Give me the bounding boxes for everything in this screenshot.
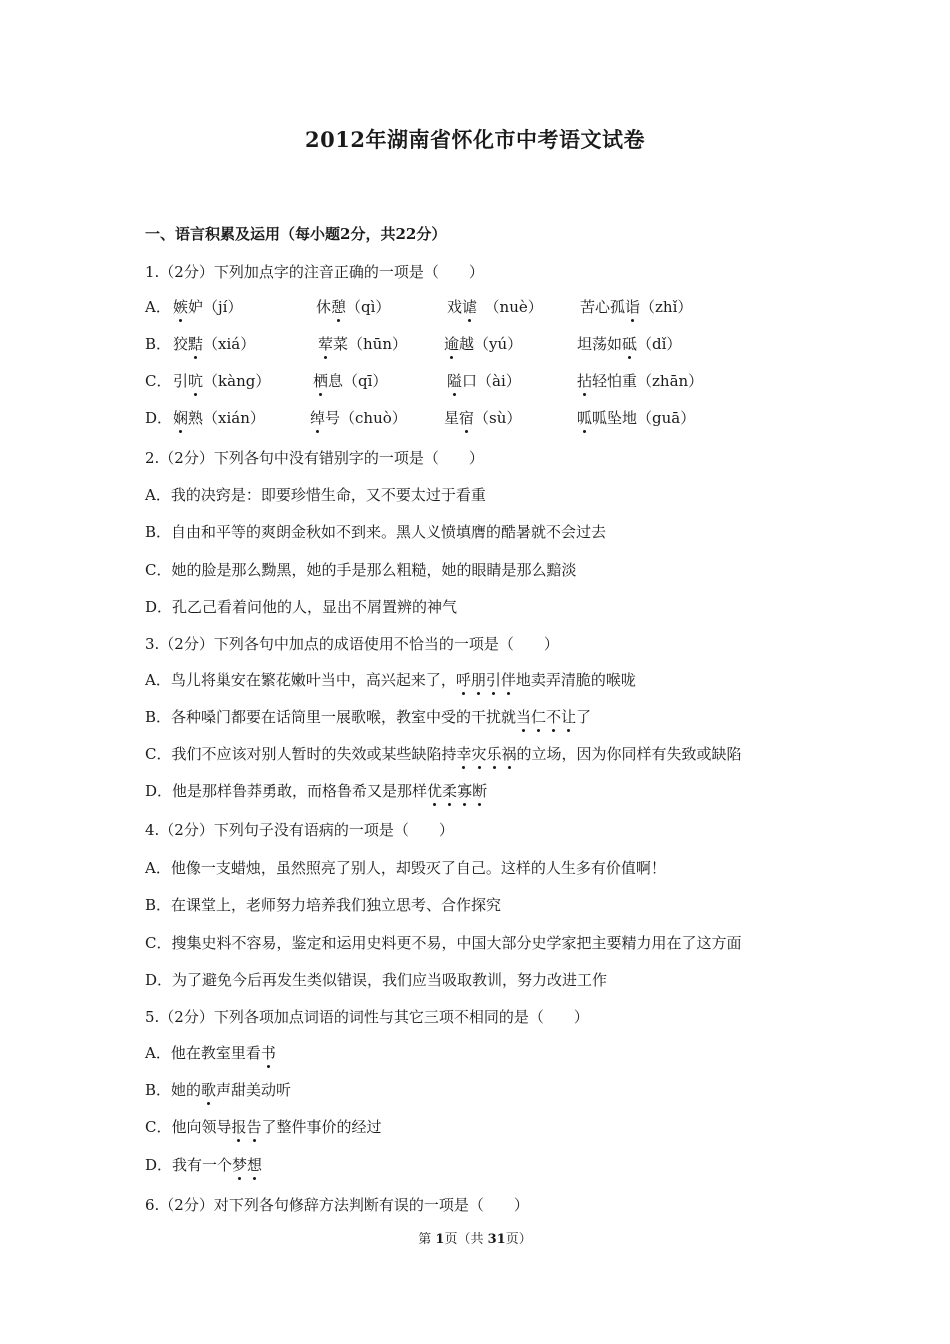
question-2-option-b: B．自由和平等的爽朗金秋如不到来。黑人义愤填膺的酷暑就不会过去: [145, 523, 607, 541]
text-segment: 了: [576, 708, 592, 726]
text-segment: 妒（jí）: [188, 298, 243, 316]
emphasized-char: 梦: [232, 1156, 248, 1174]
question-3-option-c: [145, 744, 742, 764]
text-segment: D．他是那样鲁莽勇敢，而格鲁希又是那样: [145, 782, 428, 800]
text-segment: 了整件事价的经过: [261, 1118, 382, 1136]
option-b-choice-1: [173, 334, 255, 354]
question-5-option-c: [145, 1117, 382, 1137]
emphasized-char: 逾: [444, 335, 460, 353]
emphasized-char: 荤: [318, 335, 334, 353]
emphasized-char: 娴: [173, 409, 189, 427]
page-number: 1: [435, 1232, 445, 1247]
question-4-option-b: B．在课堂上，老师努力培养我们独立思考、合作探究: [145, 896, 502, 914]
question-2-option-a: A．我的决窍是：即要珍惜生命，又不要太过于看重: [145, 486, 486, 504]
text-segment: 的立场，因为你同样有失致或缺陷: [516, 745, 742, 763]
emphasized-char: 拈: [577, 372, 593, 390]
text-segment: 狡: [173, 335, 189, 353]
emphasized-char: 朋: [470, 671, 486, 689]
text-segment: 口（ài）: [462, 372, 521, 390]
emphasized-char: 乐: [486, 745, 502, 763]
emphasized-char: 祸: [501, 745, 517, 763]
emphasized-char: 幸: [456, 745, 472, 763]
option-d-choice-4: [577, 408, 695, 428]
question-3-stem: 3.（2分）下列各句中加点的成语使用不恰当的一项是（ ）: [145, 635, 559, 653]
question-5-stem: 5.（2分）下列各项加点词语的词性与其它三项不相同的是（ ）: [145, 1008, 589, 1026]
total-pages: 31: [487, 1232, 506, 1247]
emphasized-char: 书: [260, 1044, 276, 1062]
text-segment: 苦心孤: [580, 298, 626, 316]
emphasized-char: 憩: [331, 298, 347, 316]
emphasized-char: 砥: [622, 335, 638, 353]
text-segment: 菜（hūn）: [333, 335, 407, 353]
option-a-choice-3: [447, 297, 543, 317]
section-heading: 一、语言积累及运用（每小题2分，共22分）: [145, 225, 447, 243]
emphasized-char: 隘: [447, 372, 463, 390]
emphasized-char: 告: [246, 1118, 262, 1136]
emphasized-char: 不: [546, 708, 562, 726]
text-segment: A．他在教室里看: [145, 1044, 261, 1062]
question-4-option-a: A．他像一支蜡烛，虽然照亮了别人，却毁灭了自己。这样的人生多有价值啊！: [145, 859, 666, 877]
text-segment: （nuè）: [477, 298, 543, 316]
text-segment: 戏: [447, 298, 463, 316]
emphasized-char: 呼: [455, 671, 471, 689]
emphasized-char: 引: [485, 671, 501, 689]
page-footer: 第 1页（共 31页）: [418, 1232, 532, 1247]
question-5-option-d: [145, 1155, 262, 1175]
emphasized-char: 仁: [531, 708, 547, 726]
question-3-option-a: [145, 670, 636, 690]
page-title: 2012年湖南省怀化市中考语文试卷: [305, 127, 645, 152]
exam-page: 2012年湖南省怀化市中考语文试卷 一、语言积累及运用（每小题2分，共22分） 1.（2分）下列加点字的注音正确的一项是（ ） A． 嫉妒（jí） 休憩（qì） 戏谑 （nuè） 苦心孤诣（zhǐ） B． 狡黠（xiá） 荤菜（hūn） 逾越（yú） 坦荡如砥（dǐ） C． 引吭（kàng） 栖息（qī） 隘口（ài） 拈轻怕重（zhān） D． 娴熟（xián） 绰号（chuò） 星宿（sù） 呱呱坠地（guā） 2.（2分）下列各句中没有错别字的一项是（ ） A．我的决窍是：即要珍惜生命，又不要太过于看重 B．自由和平等的爽朗金秋如不到来。黑人义愤填膺的酷暑就不会过去 C．她的脸是那么黝黑，她的手是那么粗糙，她的眼睛是那么黯淡 D．孔乙己看着问他的人，显出不屑置辨的神气 3.（2分）下列各句中加点的成语使用不恰当的一项是（ ） A．鸟儿将巢安在繁花嫩叶当中，高兴起来了，呼朋引伴地卖弄清脆的喉咙 B．各种嗓门都要在话筒里一展歌喉，教室中受的干扰就当仁不让了 C．我们不应该对别人暂时的失效或某些缺陷持幸灾乐祸的立场，因为你同样有失致或缺陷 D．他是那样鲁莽勇敢，而格鲁希又是那样优柔寡断 4.（2分）下列句子没有语病的一项是（ ） A．他像一支蜡烛，虽然照亮了别人，却毁灭了自己。这样的人生多有价值啊！ B．在课堂上，老师努力培养我们独立思考、合作探究 C．搜集史料不容易，鉴定和运用史料更不易，中国大部分史学家把主要精力用在了这方面 D．为了避免今后再发生类似错误，我们应当吸取教训，努力改进工作 5.（2分）下列各项加点词语的词性与其它三项不相同的是（ ） A．他在教室里看书 B．她的歌声甜美动听 C．他向领导报告了整件事价的经过 D．我有一个梦想 6.（2分）对下列各句修辞方法判断有误的一项是（ ） 第 1页（共 31页）: [0, 0, 950, 1344]
text-segment: 地卖弄清脆的喉咙: [515, 671, 636, 689]
text-segment: （xiá）: [203, 335, 256, 353]
option-a-choice-2: [316, 297, 390, 317]
emphasized-char: 优: [427, 782, 443, 800]
text-segment: B．各种嗓门都要在话筒里一展歌喉，教室中受的干扰就: [145, 708, 517, 726]
text-segment: 轻怕重（zhān）: [592, 372, 704, 390]
emphasized-char: 寡: [457, 782, 473, 800]
text-segment: 熟（xián）: [188, 409, 265, 427]
text-segment: D．我有一个: [145, 1156, 233, 1174]
question-5-option-a: [145, 1043, 276, 1063]
question-2-option-c: C．她的脸是那么黝黑，她的手是那么粗糙，她的眼睛是那么黯淡: [145, 561, 577, 579]
text-segment: （zhǐ）: [640, 298, 693, 316]
question-2-option-d: D．孔乙己看着问他的人，显出不屑置辨的神气: [145, 598, 458, 616]
option-d-choice-3: [444, 408, 521, 428]
question-3-option-d: [145, 781, 487, 801]
option-b-choice-3: [444, 334, 522, 354]
text-segment: 息（qī）: [328, 372, 388, 390]
emphasized-char: 报: [231, 1118, 247, 1136]
question-2-stem: 2.（2分）下列各句中没有错别字的一项是（ ）: [145, 449, 484, 467]
emphasized-char: 呱: [577, 409, 593, 427]
text-segment: B．她的: [145, 1081, 202, 1099]
option-c-choice-4: [577, 371, 703, 391]
question-4-option-c: C．搜集史料不容易，鉴定和运用史料更不易，中国大部分史学家把主要精力用在了这方面: [145, 934, 742, 952]
emphasized-char: 断: [472, 782, 488, 800]
text-segment: 号（chuò）: [325, 409, 407, 427]
option-d-choice-1: [173, 408, 265, 428]
emphasized-char: 谑: [462, 298, 478, 316]
text-segment: （dǐ）: [637, 335, 682, 353]
option-c-choice-1: [173, 371, 270, 391]
text-segment: （sù）: [474, 409, 522, 427]
question-3-option-b: [145, 707, 591, 727]
emphasized-char: 黠: [188, 335, 204, 353]
question-5-option-b: [145, 1080, 291, 1100]
option-c-choice-2: [313, 371, 387, 391]
emphasized-char: 伴: [500, 671, 516, 689]
text-segment: 引: [173, 372, 189, 390]
emphasized-char: 柔: [442, 782, 458, 800]
emphasized-char: 当: [516, 708, 532, 726]
emphasized-char: 绰: [310, 409, 326, 427]
emphasized-char: 吭: [188, 372, 204, 390]
text-segment: 坦荡如: [577, 335, 623, 353]
text-segment: 星: [444, 409, 460, 427]
text-segment: 休: [316, 298, 332, 316]
text-segment: A．鸟儿将巢安在繁花嫩叶当中，高兴起来了，: [145, 671, 456, 689]
text-segment: C．他向领导: [145, 1118, 232, 1136]
question-4-stem: 4.（2分）下列句子没有语病的一项是（ ）: [145, 821, 454, 839]
text-segment: C．我们不应该对别人暂时的失效或某些缺陷持: [145, 745, 457, 763]
text-segment: 呱坠地（guā）: [592, 409, 696, 427]
emphasized-char: 宿: [459, 409, 475, 427]
text-segment: 声甜美动听: [216, 1081, 292, 1099]
emphasized-char: 诣: [625, 298, 641, 316]
text-segment: 越（yú）: [459, 335, 523, 353]
emphasized-char: 歌: [201, 1081, 217, 1099]
emphasized-char: 栖: [313, 372, 329, 390]
emphasized-char: 嫉: [173, 298, 189, 316]
question-1-stem: 1.（2分）下列加点字的注音正确的一项是（ ）: [145, 263, 484, 281]
question-6-stem: 6.（2分）对下列各句修辞方法判断有误的一项是（ ）: [145, 1196, 529, 1214]
question-4-option-d: D．为了避免今后再发生类似错误，我们应当吸取教训，努力改进工作: [145, 971, 608, 989]
option-a-choice-1: [173, 297, 242, 317]
emphasized-char: 灾: [471, 745, 487, 763]
option-b-choice-2: [318, 334, 407, 354]
text-segment: （qì）: [346, 298, 391, 316]
option-d-choice-2: [310, 408, 407, 428]
option-b-choice-4: [577, 334, 681, 354]
emphasized-char: 想: [247, 1156, 263, 1174]
option-a-choice-4: [580, 297, 692, 317]
option-c-choice-3: [447, 371, 521, 391]
emphasized-char: 让: [561, 708, 577, 726]
text-segment: （kàng）: [203, 372, 271, 390]
